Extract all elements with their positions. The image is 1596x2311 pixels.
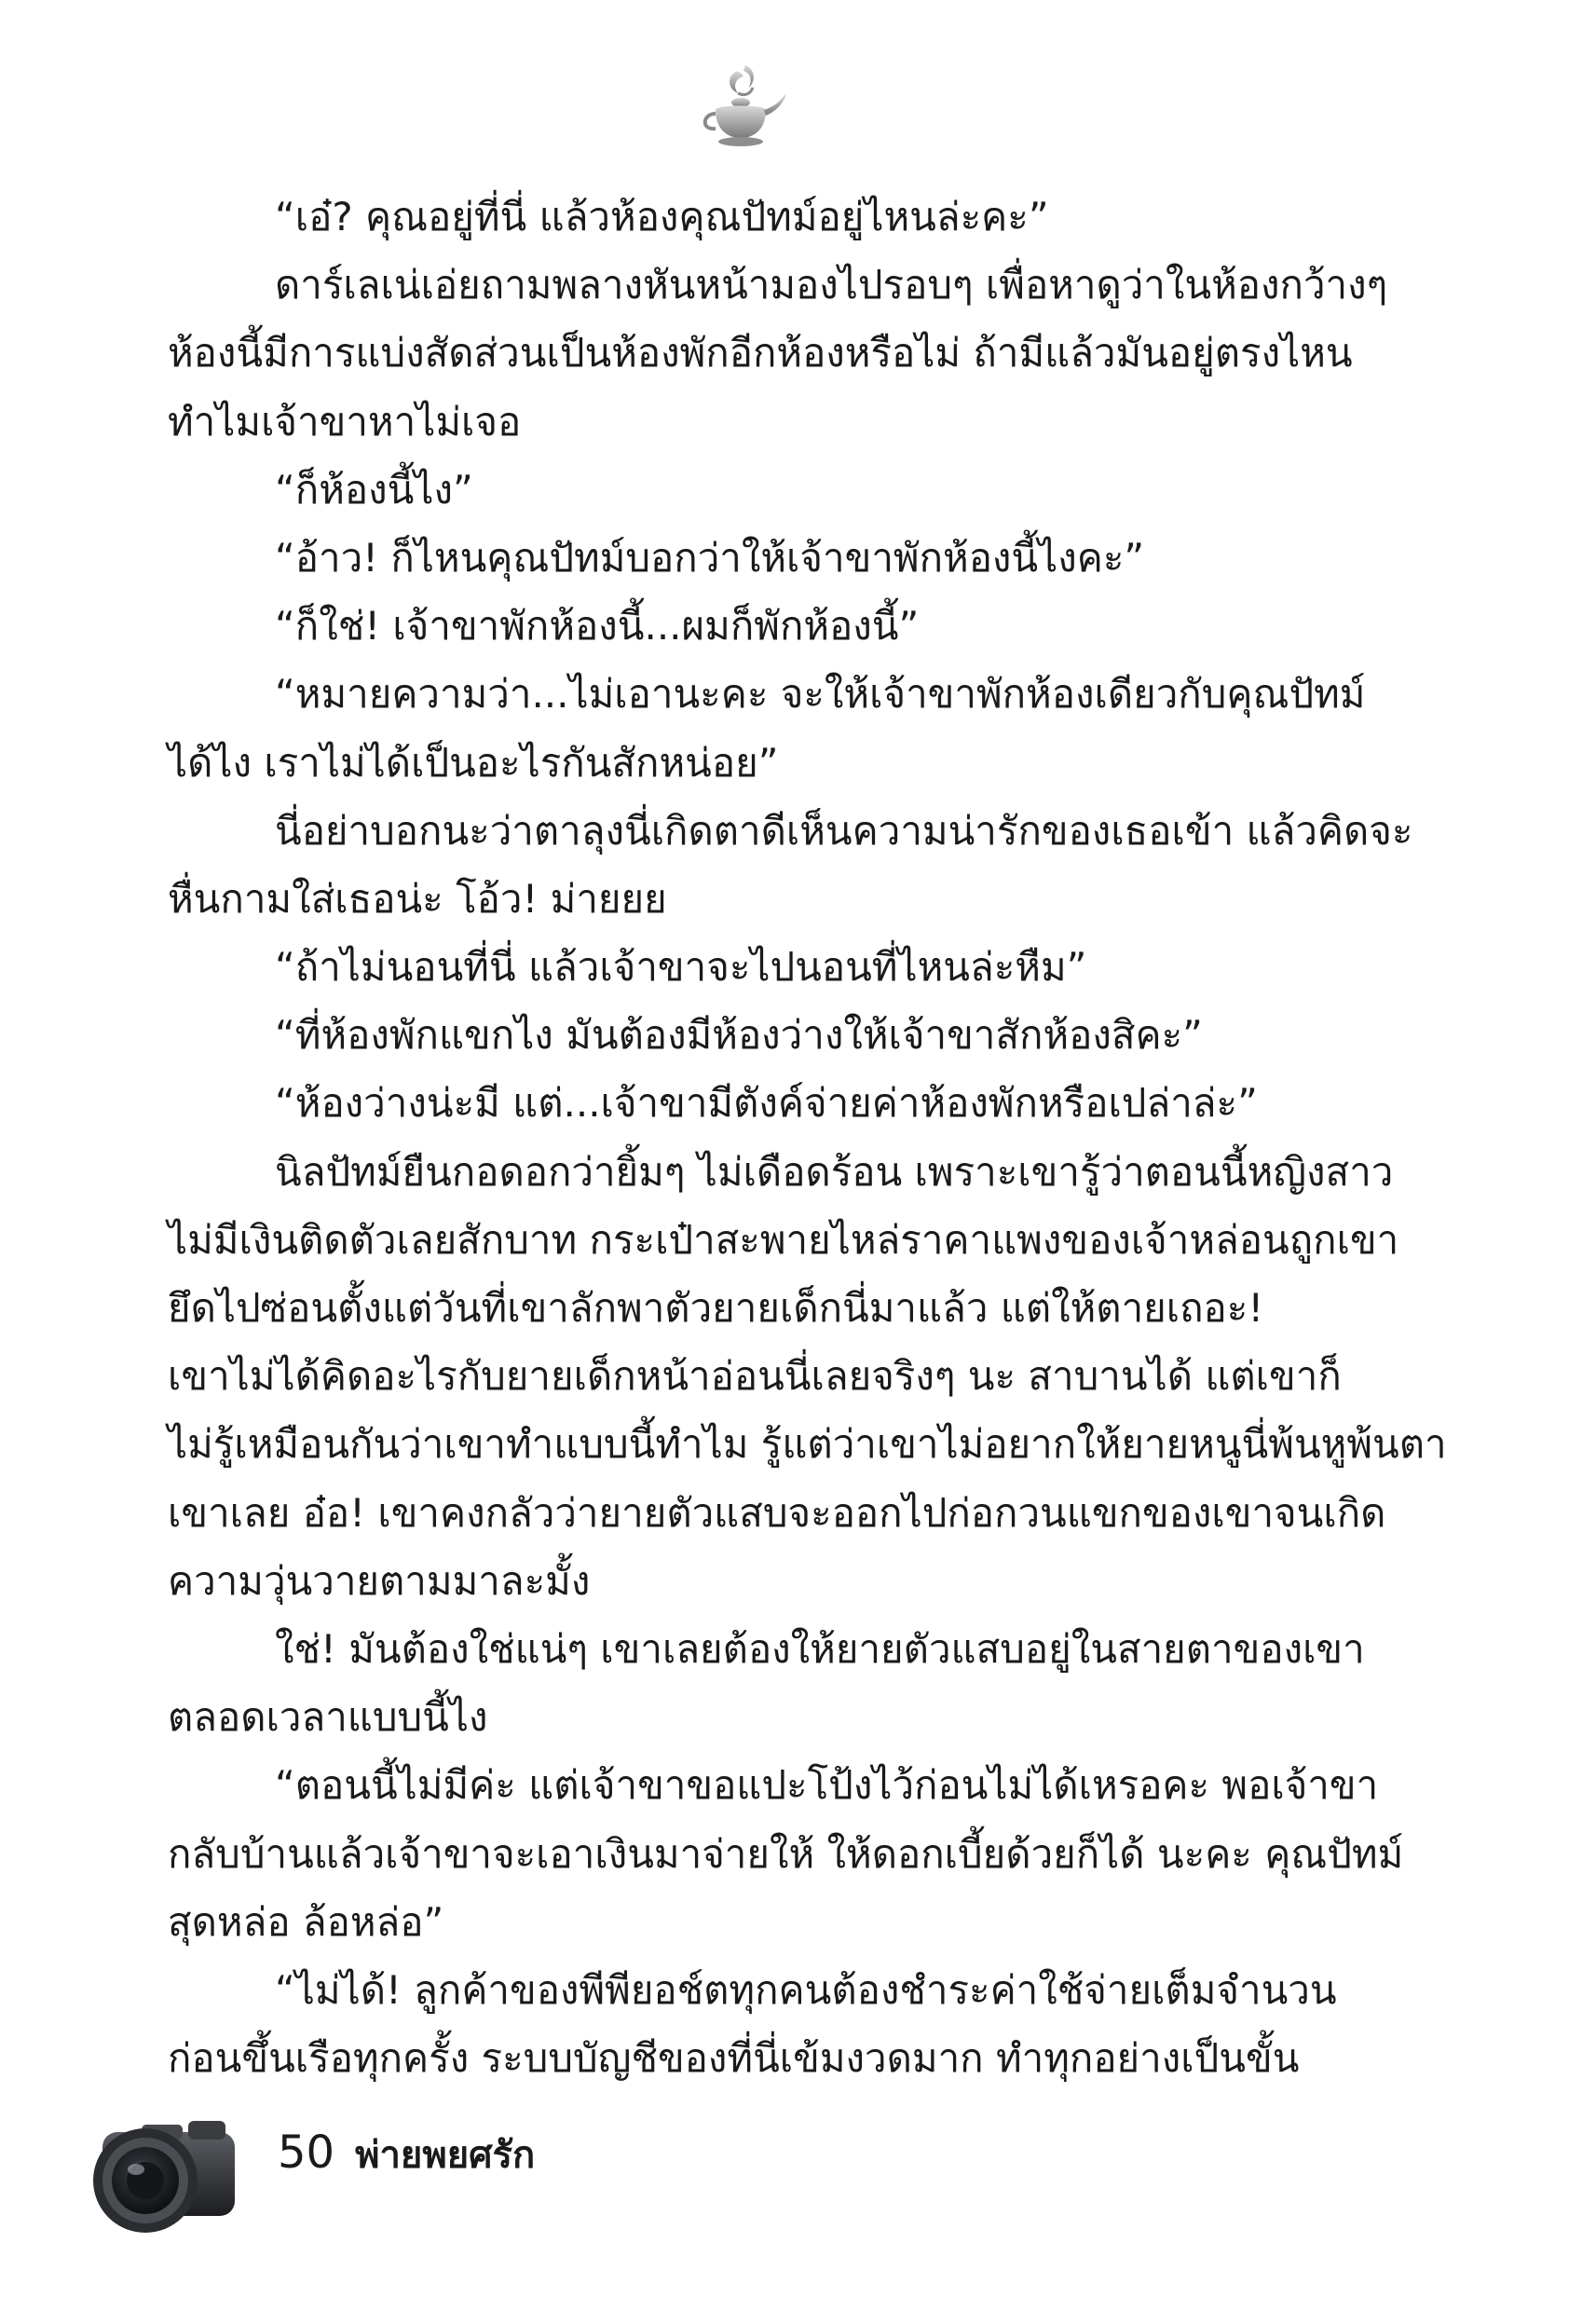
book-title: พ่ายพยศรัก	[355, 2134, 536, 2177]
camera-icon	[86, 2104, 244, 2235]
text-line: ตลอดเวลาแบบนี้ไง	[168, 1694, 488, 1741]
body-text	[168, 183, 1447, 2092]
text-line: “ก็ใช่! เจ้าขาพักห้องนี้...ผมก็พักห้องนี้”	[275, 603, 920, 650]
text-line: ดาร์เลเน่เอ่ยถามพลางหันหน้ามองไปรอบๆ เพื่อหาดูว่าในห้องกว้างๆ	[275, 262, 1388, 308]
text-line: “ห้องว่างน่ะมี แต่...เจ้าขามีตังค์จ่ายค่าห้องพักหรือเปล่าล่ะ”	[275, 1080, 1258, 1127]
text-line: ได้ไง เราไม่ได้เป็นอะไรกันสักหน่อย”	[168, 739, 779, 786]
text-line: ไม่รู้เหมือนกันว่าเขาทำแบบนี้ทำไม รู้แต่ว่าเขาไม่อยากให้ยายหนูนี่พ้นหูพ้นตา	[168, 1421, 1447, 1468]
text-line: ก่อนขึ้นเรือทุกครั้ง ระบบบัญชีของที่นี่เข้มงวดมาก ทำทุกอย่างเป็นขั้น	[168, 2035, 1300, 2082]
text-line: “หมายความว่า...ไม่เอานะคะ จะให้เจ้าขาพักห้องเดียวกับคุณปัทม์	[275, 671, 1366, 718]
text-line: ทำไมเจ้าขาหาไม่เจอ	[168, 398, 522, 444]
text-line: สุดหล่อ ล้อหล่อ”	[168, 1898, 444, 1945]
text-line: “อ้าว! ก็ไหนคุณปัทม์บอกว่าให้เจ้าขาพักห้องนี้ไงคะ”	[275, 534, 1145, 581]
page-footer	[278, 2125, 535, 2181]
text-line: เขาเลย อ๋อ! เขาคงกลัวว่ายายตัวแสบจะออกไปก่อกวนแขกของเขาจนเกิด	[168, 1489, 1386, 1536]
text-line: ห้องนี้มีการแบ่งสัดส่วนเป็นห้องพักอีกห้องหรือไม่ ถ้ามีแล้วมันอยู่ตรงไหน	[168, 330, 1353, 376]
text-line: “ก็ห้องนี้ไง”	[275, 466, 473, 513]
text-line: “เอ๋? คุณอยู่ที่นี่ แล้วห้องคุณปัทม์อยู่ไหนล่ะคะ”	[275, 194, 1049, 239]
teapot-ornament-icon	[689, 56, 792, 158]
text-line: “ไม่ได้! ลูกค้าของพีพียอช์ตทุกคนต้องชำระค่าใช้จ่ายเต็มจำนวน	[275, 1966, 1337, 2013]
text-line: ความวุ่นวายตามมาละมั้ง	[168, 1557, 591, 1604]
text-line: ใช่! มันต้องใช่แน่ๆ เขาเลยต้องให้ยายตัวแสบอยู่ในสายตาของเขา	[275, 1625, 1365, 1672]
text-line: กลับบ้านแล้วเจ้าขาจะเอาเงินมาจ่ายให้ ให้ดอกเบี้ยด้วยก็ได้ นะคะ คุณปัทม์	[168, 1830, 1404, 1877]
text-line: หื่นกามใส่เธอน่ะ โอ้ว! ม่ายยย	[168, 875, 667, 922]
text-line: เขาไม่ได้คิดอะไรกับยายเด็กหน้าอ่อนนี่เลยจริงๆ นะ สาบานได้ แต่เขาก็	[168, 1353, 1342, 1400]
text-line: “ที่ห้องพักแขกไง มันต้องมีห้องว่างให้เจ้าขาสักห้องสิคะ”	[275, 1012, 1203, 1059]
text-line: “ตอนนี้ไม่มีค่ะ แต่เจ้าขาขอแปะโป้งไว้ก่อนไม่ได้เหรอคะ พอเจ้าขา	[275, 1762, 1379, 1809]
text-line: นิลปัทม์ยืนกอดอกว่ายิ้มๆ ไม่เดือดร้อน เพราะเขารู้ว่าตอนนี้หญิงสาว	[275, 1148, 1394, 1195]
text-line: ไม่มีเงินติดตัวเลยสักบาท กระเป๋าสะพายไหล่ราคาแพงของเจ้าหล่อนถูกเขา	[168, 1216, 1399, 1263]
text-line: ยึดไปซ่อนตั้งแต่วันที่เขาลักพาตัวยายเด็กนี่มาแล้ว แต่ให้ตายเถอะ!	[168, 1285, 1264, 1331]
text-line: นี่อย่าบอกนะว่าตาลุงนี่เกิดตาดีเห็นความน่ารักของเธอเข้า แล้วคิดจะ	[275, 807, 1413, 854]
page-number: 50	[278, 2126, 335, 2179]
text-line: “ถ้าไม่นอนที่นี่ แล้วเจ้าขาจะไปนอนที่ไหนล่ะหืม”	[275, 944, 1087, 991]
